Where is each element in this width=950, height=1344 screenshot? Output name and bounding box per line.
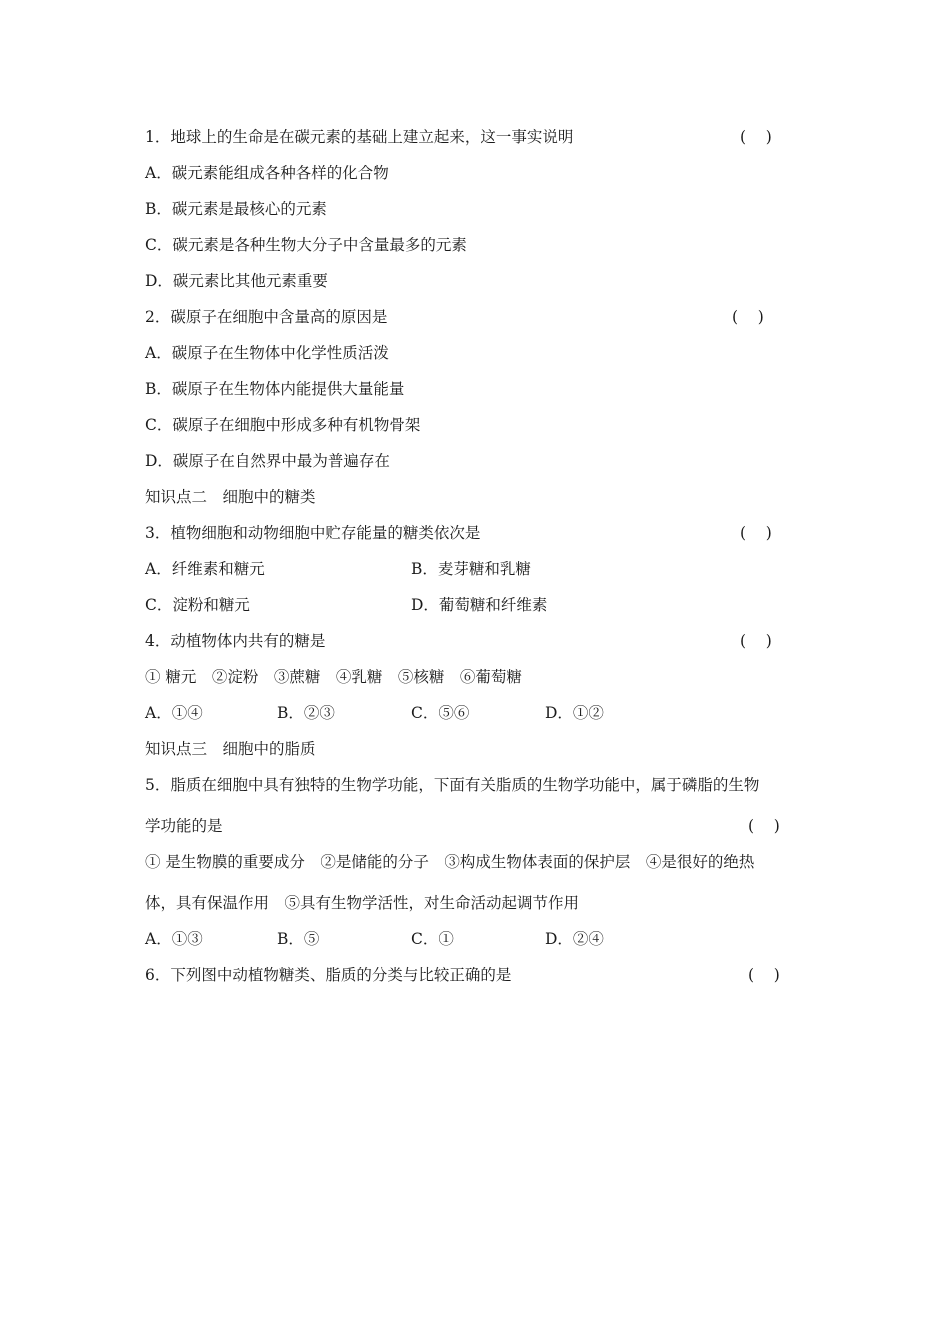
q4-items: ① 糖元 ②淀粉 ③蔗糖 ④乳糖 ⑤核糖 ⑥葡萄糖 bbox=[145, 668, 522, 686]
q2-option-c: C．碳原子在细胞中形成多种有机物骨架 bbox=[145, 416, 421, 434]
q2-answer-blank: ( ) bbox=[732, 308, 764, 326]
q2-option-b: B．碳原子在生物体内能提供大量能量 bbox=[145, 380, 405, 398]
q2-option-a: A．碳原子在生物体中化学性质活泼 bbox=[145, 344, 389, 362]
q5-items-line1: ① 是生物膜的重要成分 ②是储能的分子 ③构成生物体表面的保护层 ④是很好的绝热 bbox=[145, 853, 755, 871]
q5-stem-line2: 学功能的是 bbox=[145, 817, 223, 835]
q5-option-b: B．⑤ bbox=[277, 930, 320, 948]
section-heading-2: 知识点二 细胞中的糖类 bbox=[145, 488, 316, 506]
q6-stem: 6．下列图中动植物糖类、脂质的分类与比较正确的是 bbox=[145, 966, 512, 984]
q1-stem: 1．地球上的生命是在碳元素的基础上建立起来，这一事实说明 bbox=[145, 128, 574, 146]
q4-option-c: C．⑤⑥ bbox=[411, 704, 470, 722]
q4-answer-blank: ( ) bbox=[740, 632, 772, 650]
q3-option-c: C．淀粉和糖元 bbox=[145, 596, 250, 614]
q4-option-b: B．②③ bbox=[277, 704, 335, 722]
q1-option-d: D．碳元素比其他元素重要 bbox=[145, 272, 328, 290]
q5-stem-line1: 5．脂质在细胞中具有独特的生物学功能，下面有关脂质的生物学功能中，属于磷脂的生物 bbox=[145, 776, 760, 794]
q5-items-line2: 体，具有保温作用 ⑤具有生物学活性，对生命活动起调节作用 bbox=[145, 894, 580, 912]
q4-option-a: A．①④ bbox=[145, 704, 203, 722]
q1-option-c: C．碳元素是各种生物大分子中含量最多的元素 bbox=[145, 236, 467, 254]
q3-option-a: A．纤维素和糖元 bbox=[145, 560, 265, 578]
section-heading-3: 知识点三 细胞中的脂质 bbox=[145, 740, 316, 758]
q3-option-d: D．葡萄糖和纤维素 bbox=[411, 596, 548, 614]
q5-answer-blank: ( ) bbox=[748, 817, 780, 835]
q1-answer-blank: ( ) bbox=[740, 128, 772, 146]
q2-stem: 2．碳原子在细胞中含量高的原因是 bbox=[145, 308, 388, 326]
q3-answer-blank: ( ) bbox=[740, 524, 772, 542]
q4-stem: 4．动植物体内共有的糖是 bbox=[145, 632, 326, 650]
q5-option-d: D．②④ bbox=[545, 930, 604, 948]
q5-option-c: C．① bbox=[411, 930, 454, 948]
q3-stem: 3．植物细胞和动物细胞中贮存能量的糖类依次是 bbox=[145, 524, 481, 542]
q2-option-d: D．碳原子在自然界中最为普遍存在 bbox=[145, 452, 390, 470]
q4-option-d: D．①② bbox=[545, 704, 604, 722]
q6-answer-blank: ( ) bbox=[748, 966, 780, 984]
q1-option-b: B．碳元素是最核心的元素 bbox=[145, 200, 327, 218]
q5-option-a: A．①③ bbox=[145, 930, 203, 948]
q3-option-b: B．麦芽糖和乳糖 bbox=[411, 560, 531, 578]
q1-option-a: A．碳元素能组成各种各样的化合物 bbox=[145, 164, 389, 182]
